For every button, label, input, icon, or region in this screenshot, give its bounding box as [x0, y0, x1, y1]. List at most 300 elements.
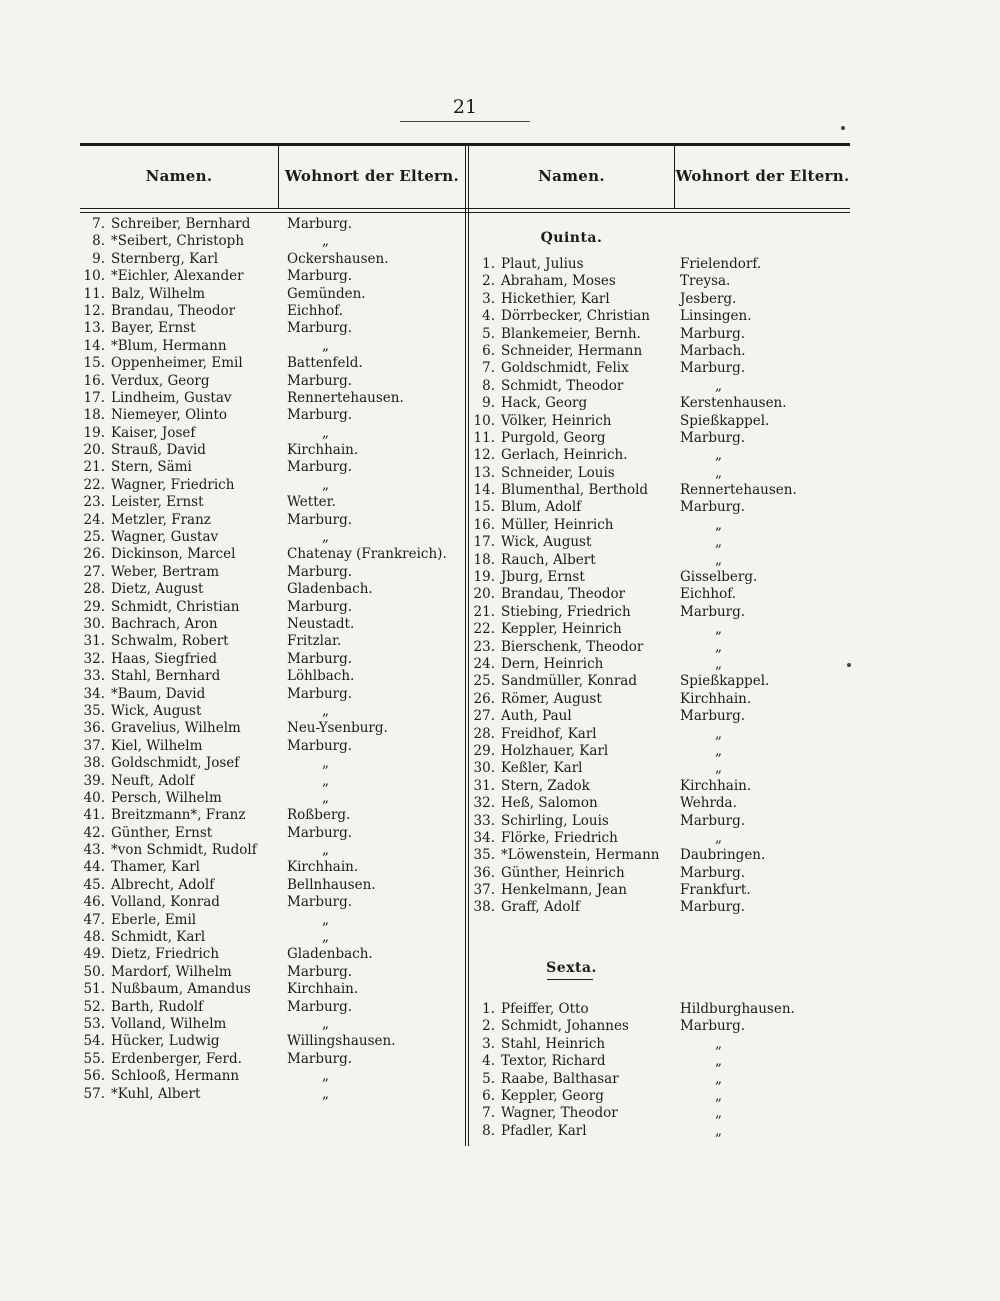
table-row	[470, 308, 674, 325]
row-number: 9.	[92, 250, 105, 267]
student-name: Hack, Georg	[501, 395, 588, 412]
row-number: 6.	[482, 342, 495, 359]
row-number: 57.	[83, 1085, 105, 1102]
student-name: Weber, Bertram	[111, 563, 220, 580]
student-name: Wagner, Theodor	[501, 1105, 618, 1122]
table-row	[470, 534, 674, 551]
table-row	[80, 825, 280, 842]
row-number: 36.	[473, 864, 495, 881]
parent-residence: Gladenbach.	[287, 581, 373, 598]
table-row	[80, 251, 280, 268]
row-number: 4.	[482, 308, 495, 325]
table-row	[80, 546, 280, 563]
row-number: 4.	[482, 1053, 495, 1070]
row-number: 12.	[83, 302, 105, 319]
table-row	[470, 726, 674, 743]
table-row	[470, 1088, 674, 1105]
parent-residence: Hildburghausen.	[680, 1001, 795, 1017]
table-row	[80, 964, 280, 981]
parent-residence: Spießkappel.	[680, 412, 770, 429]
student-name: Schmidt, Theodor	[501, 377, 624, 394]
row-number: 5.	[482, 325, 495, 342]
row-number: 28.	[473, 725, 495, 742]
table-row	[80, 233, 280, 250]
table-row	[80, 668, 280, 685]
parent-residence: „	[715, 760, 722, 777]
table-row	[470, 291, 674, 308]
row-number: 26.	[473, 690, 495, 707]
student-name: Sternberg, Karl	[111, 250, 219, 267]
row-number: 26.	[83, 546, 105, 563]
parent-residence: Marburg.	[287, 372, 353, 389]
student-name: Wagner, Gustav	[111, 529, 219, 546]
page-number: 21	[452, 96, 478, 118]
table-row	[470, 1036, 674, 1053]
table-row	[470, 899, 674, 916]
parent-residence: Marburg.	[287, 737, 353, 754]
table-row	[80, 1033, 280, 1050]
parent-residence: Wehrda.	[680, 795, 737, 812]
row-number: 33.	[83, 668, 105, 685]
row-number: 37.	[473, 882, 495, 899]
parent-residence: Marburg.	[287, 650, 353, 667]
student-name: Stahl, Bernhard	[111, 668, 221, 685]
row-number: 35.	[83, 702, 105, 719]
table-row	[80, 1068, 280, 1085]
parent-residence: Neu-Ysenburg.	[287, 720, 388, 737]
student-name: *Eichler, Alexander	[111, 268, 244, 285]
table-row	[470, 708, 674, 725]
table-row	[80, 390, 280, 407]
row-number: 3.	[482, 290, 495, 307]
table-row	[470, 830, 674, 847]
student-name: Metzler, Franz	[111, 511, 211, 528]
row-number: 16.	[83, 372, 105, 389]
table-row	[470, 517, 674, 534]
row-number: 1.	[482, 1001, 495, 1017]
table-row	[80, 773, 280, 790]
parent-residence: „	[715, 551, 722, 568]
table-row	[470, 413, 674, 430]
parent-residence: Eichhof.	[287, 302, 344, 319]
row-number: 38.	[83, 755, 105, 772]
parent-residence: „	[322, 755, 329, 772]
parent-residence: Linsingen.	[680, 308, 752, 325]
parent-residence: „	[715, 377, 722, 394]
row-number: 19.	[83, 424, 105, 441]
student-name: Keppler, Heinrich	[501, 621, 622, 638]
student-name: Persch, Wilhelm	[111, 789, 222, 806]
row-number: 54.	[83, 1033, 105, 1050]
table-row	[80, 912, 280, 929]
parent-residence: Rennertehausen.	[287, 389, 404, 406]
parent-residence: Marburg.	[287, 459, 353, 476]
header-left-place: Wohnort der Eltern.	[285, 167, 459, 185]
row-number: 9.	[482, 395, 495, 412]
student-name: Neuft, Adolf	[111, 772, 195, 789]
table-row	[470, 256, 674, 273]
table-row	[470, 1018, 674, 1035]
student-name: Sandmüller, Konrad	[501, 673, 637, 690]
table-row	[80, 1051, 280, 1068]
row-number: 30.	[83, 615, 105, 632]
table-row	[470, 1123, 674, 1140]
row-number: 2.	[482, 1018, 495, 1035]
parent-residence: „	[322, 1085, 329, 1102]
student-name: Dietz, August	[111, 581, 204, 598]
parent-residence: Kirchhain.	[287, 442, 359, 459]
student-name: Dörrbecker, Christian	[501, 308, 650, 325]
table-row	[80, 338, 280, 355]
student-name: Goldschmidt, Josef	[111, 755, 240, 772]
student-name: Kiel, Wilhelm	[111, 737, 203, 754]
table-row	[80, 407, 280, 424]
student-name: Henkelmann, Jean	[501, 882, 627, 899]
row-number: 22.	[473, 621, 495, 638]
parent-residence: Marburg.	[680, 812, 746, 829]
parent-residence: Bellnhausen.	[287, 876, 376, 893]
parent-residence: Marburg.	[680, 499, 746, 516]
parent-residence: Marburg.	[680, 360, 746, 377]
parent-residence: Marburg.	[287, 824, 353, 841]
row-number: 8.	[92, 233, 105, 250]
parent-residence: „	[322, 789, 329, 806]
student-name: Blankemeier, Bernh.	[501, 325, 641, 342]
parent-residence: „	[715, 534, 722, 551]
table-row	[80, 790, 280, 807]
row-number: 13.	[473, 464, 495, 481]
table-row	[470, 1001, 674, 1018]
header-right-names: Namen.	[538, 167, 605, 185]
student-name: Verdux, Georg	[111, 372, 210, 389]
table-row	[470, 499, 674, 516]
parent-residence: Frielendorf.	[680, 256, 762, 272]
row-number: 22.	[83, 476, 105, 493]
student-name: Pfadler, Karl	[501, 1122, 587, 1139]
row-number: 29.	[473, 742, 495, 759]
parent-residence: „	[322, 772, 329, 789]
student-name: Gravelius, Wilhelm	[111, 720, 241, 737]
parent-residence: Marburg.	[287, 685, 353, 702]
parent-residence: Neustadt.	[287, 615, 355, 632]
table-row	[80, 425, 280, 442]
student-name: Erdenberger, Ferd.	[111, 1050, 242, 1067]
parent-residence: Eichhof.	[680, 586, 737, 603]
row-number: 38.	[473, 899, 495, 916]
parent-residence: „	[322, 424, 329, 441]
parent-residence: Gemünden.	[287, 285, 366, 302]
parent-residence: Marburg.	[287, 1050, 353, 1067]
student-name: Bierschenk, Theodor	[501, 638, 644, 655]
row-number: 32.	[473, 795, 495, 812]
row-number: 42.	[83, 824, 105, 841]
table-row	[470, 656, 674, 673]
row-number: 56.	[83, 1068, 105, 1085]
parent-residence: Marburg.	[680, 899, 746, 916]
row-number: 36.	[83, 720, 105, 737]
quinta-heading: Quinta.	[540, 230, 603, 246]
row-number: 46.	[83, 894, 105, 911]
parent-residence: Gladenbach.	[287, 946, 373, 963]
parent-residence: Marburg.	[287, 320, 353, 337]
parent-residence: Battenfeld.	[287, 355, 363, 372]
sexta-heading: Sexta.	[546, 960, 597, 976]
parent-residence: „	[715, 1053, 722, 1070]
row-number: 51.	[83, 981, 105, 998]
table-row	[470, 621, 674, 638]
row-number: 28.	[83, 581, 105, 598]
student-table	[80, 143, 850, 1147]
parent-residence: „	[715, 638, 722, 655]
row-number: 39.	[83, 772, 105, 789]
parent-residence: Marburg.	[287, 407, 353, 424]
row-number: 2.	[482, 273, 495, 290]
table-row	[470, 569, 674, 586]
table-row	[80, 268, 280, 285]
row-number: 29.	[83, 598, 105, 615]
parent-residence: „	[322, 929, 329, 946]
parent-residence: „	[715, 1105, 722, 1122]
row-number: 10.	[83, 268, 105, 285]
student-name: Stern, Zadok	[501, 777, 590, 794]
row-number: 10.	[473, 412, 495, 429]
row-number: 7.	[482, 1105, 495, 1122]
row-number: 21.	[473, 603, 495, 620]
table-row	[80, 286, 280, 303]
row-number: 34.	[83, 685, 105, 702]
row-number: 19.	[473, 569, 495, 586]
row-number: 1.	[482, 256, 495, 272]
student-name: Albrecht, Adolf	[111, 876, 215, 893]
table-row	[470, 813, 674, 830]
parent-residence: „	[322, 702, 329, 719]
student-name: Mardorf, Wilhelm	[111, 963, 232, 980]
parent-residence: „	[715, 447, 722, 464]
row-number: 8.	[482, 1122, 495, 1139]
parent-residence: Kirchhain.	[287, 859, 359, 876]
table-row	[80, 477, 280, 494]
table-row	[470, 604, 674, 621]
student-name: Oppenheimer, Emil	[111, 355, 243, 372]
table-row	[80, 894, 280, 911]
student-name: Auth, Paul	[501, 708, 572, 725]
table-row	[80, 320, 280, 337]
table-row	[80, 512, 280, 529]
student-name: Purgold, Georg	[501, 429, 606, 446]
parent-residence: Gisselberg.	[680, 569, 758, 586]
student-name: Heß, Salomon	[501, 795, 598, 812]
student-name: Barth, Rudolf	[111, 998, 204, 1015]
row-number: 45.	[83, 876, 105, 893]
student-name: Balz, Wilhelm	[111, 285, 206, 302]
row-number: 15.	[83, 355, 105, 372]
row-number: 23.	[473, 638, 495, 655]
parent-residence: Marburg.	[287, 894, 353, 911]
row-number: 25.	[473, 673, 495, 690]
row-number: 33.	[473, 812, 495, 829]
parent-residence: „	[715, 1122, 722, 1139]
parent-residence: Kerstenhausen.	[680, 395, 787, 412]
student-name: Freidhof, Karl	[501, 725, 597, 742]
parent-residence: „	[715, 621, 722, 638]
student-name: Stern, Sämi	[111, 459, 192, 476]
row-number: 31.	[83, 633, 105, 650]
page-number-rule	[400, 121, 530, 122]
student-name: Schneider, Louis	[501, 464, 615, 481]
parent-residence: Fritzlar.	[287, 633, 342, 650]
parent-residence: Marburg.	[680, 1018, 746, 1035]
table-row	[80, 720, 280, 737]
parent-residence: Marbach.	[680, 342, 746, 359]
table-row	[80, 877, 280, 894]
row-number: 37.	[83, 737, 105, 754]
row-number: 27.	[473, 708, 495, 725]
table-row	[80, 686, 280, 703]
table-row	[80, 494, 280, 511]
quinta-place-list	[680, 256, 850, 917]
parent-residence: „	[322, 233, 329, 250]
row-number: 21.	[83, 459, 105, 476]
parent-residence: Rennertehausen.	[680, 482, 797, 499]
row-number: 53.	[83, 1015, 105, 1032]
student-name: Volland, Wilhelm	[111, 1015, 227, 1032]
table-row	[80, 929, 280, 946]
row-number: 27.	[83, 563, 105, 580]
student-name: Stahl, Heinrich	[501, 1035, 606, 1052]
parent-residence: Daubringen.	[680, 847, 766, 864]
left-place-list	[287, 216, 465, 1103]
table-row	[80, 216, 280, 233]
parent-residence: Ockershausen.	[287, 250, 389, 267]
table-row	[80, 616, 280, 633]
table-row	[80, 303, 280, 320]
table-row	[80, 1016, 280, 1033]
student-name: Leister, Ernst	[111, 494, 204, 511]
student-name: *Blum, Hermann	[111, 337, 227, 354]
student-name: Abraham, Moses	[501, 273, 616, 290]
student-name: Raabe, Balthasar	[501, 1070, 619, 1087]
parent-residence: Kirchhain.	[680, 690, 752, 707]
header-left-names: Namen.	[145, 167, 213, 185]
table-row	[470, 395, 674, 412]
row-number: 11.	[83, 285, 105, 302]
parent-residence: „	[715, 725, 722, 742]
row-number: 14.	[473, 482, 495, 499]
student-name: Brandau, Theodor	[501, 586, 626, 603]
table-row	[80, 442, 280, 459]
table-row	[470, 273, 674, 290]
row-number: 18.	[83, 407, 105, 424]
parent-residence: „	[715, 1070, 722, 1087]
row-number: 14.	[83, 337, 105, 354]
row-number: 23.	[83, 494, 105, 511]
parent-residence: „	[322, 337, 329, 354]
table-row	[80, 859, 280, 876]
parent-residence: Marburg.	[287, 563, 353, 580]
table-row	[470, 639, 674, 656]
row-number: 40.	[83, 789, 105, 806]
parent-residence: Marburg.	[287, 598, 353, 615]
table-row	[80, 581, 280, 598]
parent-residence: „	[715, 655, 722, 672]
table-row	[470, 1105, 674, 1122]
student-name: Brandau, Theodor	[111, 302, 236, 319]
parent-residence: „	[715, 1035, 722, 1052]
student-name: Schreiber, Bernhard	[111, 216, 251, 232]
parent-residence: Wetter.	[287, 494, 336, 511]
table-row	[80, 564, 280, 581]
student-name: Wagner, Friedrich	[111, 476, 235, 493]
row-number: 30.	[473, 760, 495, 777]
parent-residence: Spießkappel.	[680, 673, 770, 690]
student-name: Haas, Siegfried	[111, 650, 217, 667]
table-row	[80, 999, 280, 1016]
student-name: Plaut, Julius	[501, 256, 584, 272]
student-name: Stiebing, Friedrich	[501, 603, 631, 620]
table-row	[470, 552, 674, 569]
student-name: Flörke, Friedrich	[501, 829, 618, 846]
center-divider-double	[468, 146, 469, 1146]
student-name: Schneider, Hermann	[501, 342, 643, 359]
row-number: 20.	[83, 442, 105, 459]
parent-residence: Marburg.	[680, 429, 746, 446]
table-row	[80, 459, 280, 476]
table-row	[470, 586, 674, 603]
table-row	[470, 778, 674, 795]
parent-residence: „	[322, 476, 329, 493]
parent-residence: „	[715, 1087, 722, 1104]
parent-residence: Jesberg.	[680, 290, 737, 307]
parent-residence: „	[322, 1068, 329, 1085]
table-row	[80, 842, 280, 859]
parent-residence: Marburg.	[287, 998, 353, 1015]
parent-residence: „	[715, 516, 722, 533]
parent-residence: „	[322, 529, 329, 546]
parent-residence: Marburg.	[287, 963, 353, 980]
student-name: Wick, August	[501, 534, 592, 551]
parent-residence: „	[322, 842, 329, 859]
student-name: Völker, Heinrich	[501, 412, 612, 429]
row-number: 17.	[83, 389, 105, 406]
student-name: Volland, Konrad	[111, 894, 220, 911]
student-name: Eberle, Emil	[111, 911, 197, 928]
row-number: 5.	[482, 1070, 495, 1087]
student-name: *von Schmidt, Rudolf	[111, 842, 257, 859]
student-name: Römer, August	[501, 690, 602, 707]
student-name: Günther, Heinrich	[501, 864, 625, 881]
table-row	[80, 807, 280, 824]
quinta-name-list	[470, 256, 674, 917]
row-number: 7.	[92, 216, 105, 232]
parent-residence: Löhlbach.	[287, 668, 355, 685]
table-row	[470, 1053, 674, 1070]
parent-residence: „	[322, 911, 329, 928]
row-number: 24.	[473, 655, 495, 672]
parent-residence: „	[715, 829, 722, 846]
table-row	[470, 465, 674, 482]
student-name: *Baum, David	[111, 685, 206, 702]
row-number: 20.	[473, 586, 495, 603]
row-number: 3.	[482, 1035, 495, 1052]
student-name: Blumenthal, Berthold	[501, 482, 649, 499]
row-number: 43.	[83, 842, 105, 859]
table-row	[470, 447, 674, 464]
student-name: Jburg, Ernst	[501, 569, 585, 586]
table-row	[80, 633, 280, 650]
parent-residence: Treysa.	[680, 273, 731, 290]
student-name: Pfeiffer, Otto	[501, 1001, 589, 1017]
table-row	[80, 755, 280, 772]
